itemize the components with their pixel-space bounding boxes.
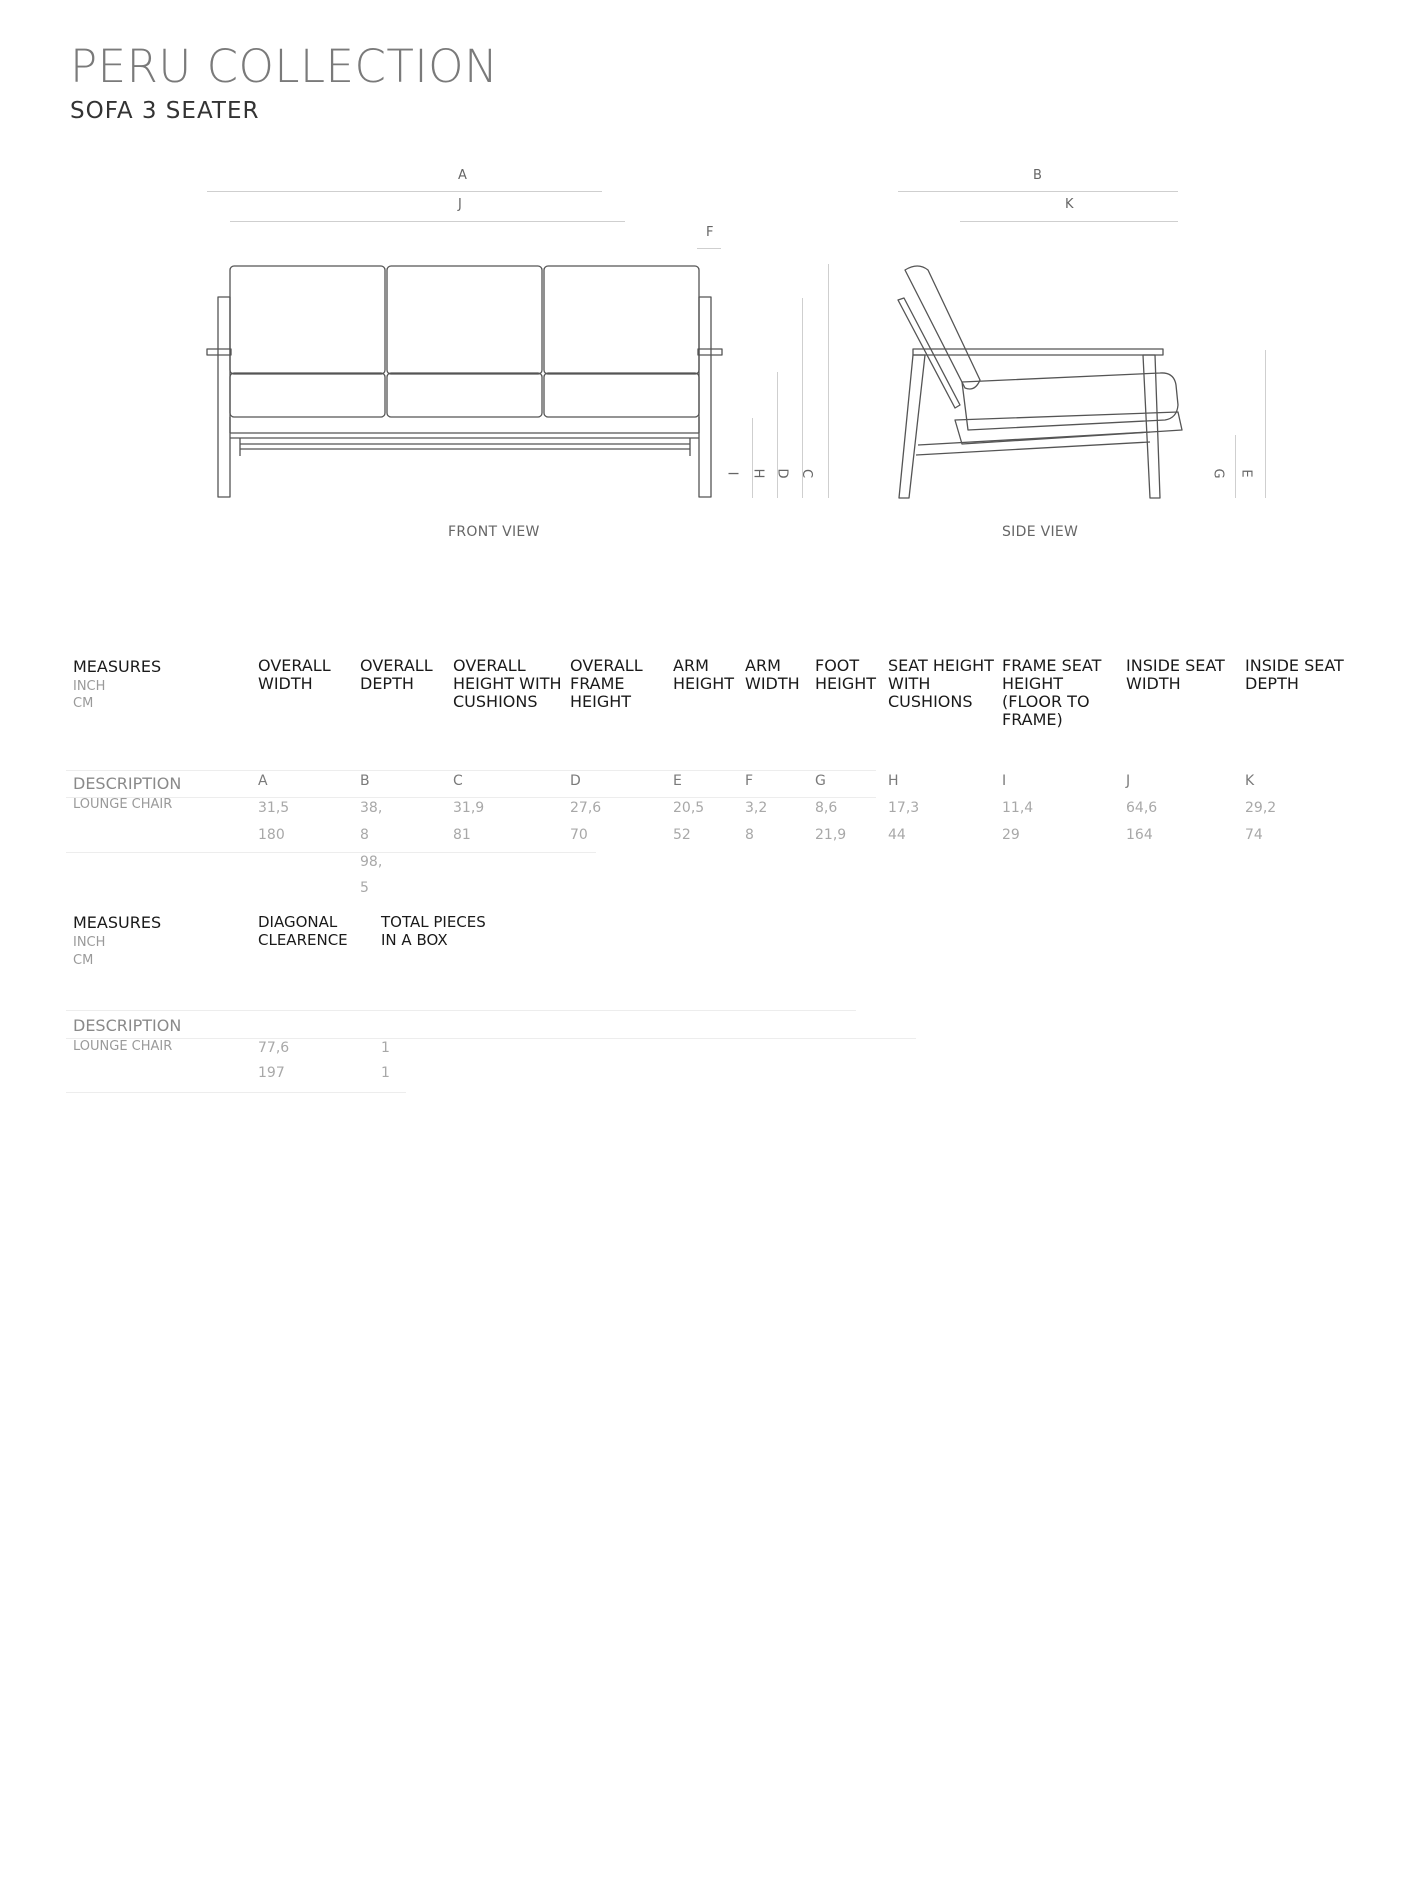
value-inch: 8,6 (815, 800, 838, 816)
dim-label-e: E (1238, 469, 1254, 478)
value-overflow: 5 (360, 880, 369, 896)
unit-cm: CM (73, 696, 94, 711)
column-header: FOOT HEIGHT (815, 656, 877, 693)
dim-code: I (1002, 773, 1007, 789)
value-cm: 81 (453, 827, 471, 843)
column-header: OVERALL WIDTH (258, 656, 331, 693)
dim-label-g: G (1210, 468, 1226, 479)
column-header: TOTAL PIECES IN A BOX (381, 913, 486, 949)
value-inch: 77,6 (258, 1040, 290, 1056)
column-header: ARM HEIGHT (673, 656, 735, 693)
description-heading: DESCRIPTION (73, 774, 182, 793)
dim-label-k: K (1065, 197, 1074, 212)
column-header: INSIDE SEAT WIDTH (1126, 656, 1225, 693)
description-heading: DESCRIPTION (73, 1016, 182, 1035)
dim-code: G (815, 773, 826, 789)
front-view-label: FRONT VIEW (448, 524, 540, 540)
unit-cm: CM (73, 953, 94, 968)
value-inch: 29,2 (1245, 800, 1277, 816)
divider (66, 1038, 916, 1039)
column-header: ARM WIDTH (745, 656, 800, 693)
dim-label-f: F (706, 225, 714, 240)
value-cm: 8 (745, 827, 754, 843)
divider (66, 1092, 406, 1093)
dim-code: C (453, 773, 463, 789)
value-inch: 38, (360, 800, 383, 816)
column-header: INSIDE SEAT DEPTH (1245, 656, 1344, 693)
dim-label-c: C (799, 468, 815, 479)
value-inch: 3,2 (745, 800, 768, 816)
dim-label-h: H (750, 468, 766, 479)
unit-inch: INCH (73, 935, 106, 950)
column-header: OVERALL FRAME HEIGHT (570, 656, 643, 711)
value-inch: 20,5 (673, 800, 705, 816)
value-cm: 52 (673, 827, 691, 843)
value-cm: 180 (258, 827, 285, 843)
value-cm: 74 (1245, 827, 1263, 843)
dim-code: D (570, 773, 581, 789)
divider (66, 797, 876, 798)
divider (66, 1010, 856, 1011)
dim-label-i: I (724, 471, 740, 476)
value-inch: 27,6 (570, 800, 602, 816)
dim-code: B (360, 773, 370, 789)
measures-heading: MEASURES (73, 913, 162, 932)
value-cm: 197 (258, 1065, 285, 1081)
value-inch: 11,4 (1002, 800, 1034, 816)
column-header: DIAGONAL CLEARENCE (258, 913, 348, 949)
dim-code: E (673, 773, 682, 789)
dim-label-b: B (1033, 168, 1042, 183)
column-header: OVERALL DEPTH (360, 656, 433, 693)
value-cm: 8 (360, 827, 369, 843)
dim-code: K (1245, 773, 1255, 789)
value-cm: 21,9 (815, 827, 847, 843)
dim-code: A (258, 773, 268, 789)
value-inch: 64,6 (1126, 800, 1158, 816)
dim-label-j: J (458, 197, 462, 212)
value-cm: 44 (888, 827, 906, 843)
value-cm: 1 (381, 1065, 390, 1081)
side-view-drawing (0, 0, 1414, 600)
value-overflow: 98, (360, 854, 383, 870)
side-view-label: SIDE VIEW (1002, 524, 1079, 540)
column-header: FRAME SEAT HEIGHT (FLOOR TO FRAME) (1002, 656, 1102, 729)
unit-inch: INCH (73, 679, 106, 694)
page-title: PERU COLLECTION (70, 40, 499, 93)
value-cm: 70 (570, 827, 588, 843)
column-header: SEAT HEIGHT WITH CUSHIONS (888, 656, 994, 711)
row-label: LOUNGE CHAIR (73, 797, 173, 812)
measures-heading: MEASURES (73, 657, 162, 676)
value-inch: 31,5 (258, 800, 290, 816)
column-header: OVERALL HEIGHT WITH CUSHIONS (453, 656, 562, 711)
divider (66, 852, 596, 853)
row-label: LOUNGE CHAIR (73, 1039, 173, 1054)
value-inch: 17,3 (888, 800, 920, 816)
value-inch: 31,9 (453, 800, 485, 816)
page-subtitle: SOFA 3 SEATER (70, 98, 260, 124)
dim-label-d: D (774, 468, 790, 479)
value-cm: 29 (1002, 827, 1020, 843)
value-inch: 1 (381, 1040, 390, 1056)
dim-label-a: A (458, 168, 467, 183)
divider (66, 770, 876, 771)
dim-code: H (888, 773, 899, 789)
value-cm: 164 (1126, 827, 1153, 843)
dim-code: F (745, 773, 754, 789)
dim-code: J (1126, 773, 1131, 789)
